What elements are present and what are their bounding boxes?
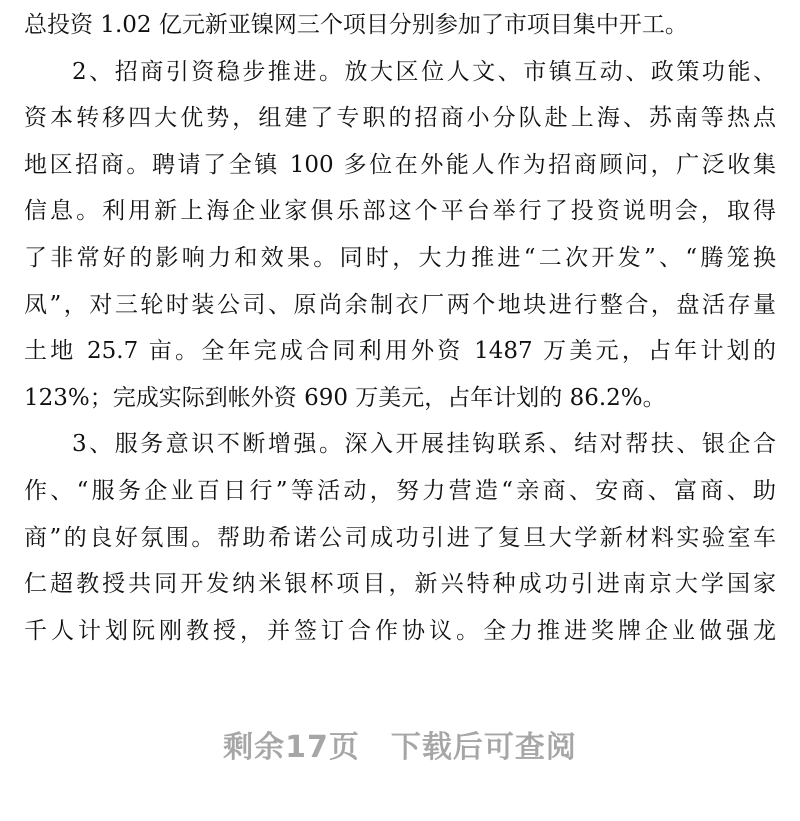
text-line: 土地 25.7 亩。全年完成合同利用外资 1487 万美元，占年计划的 [24,338,776,365]
paragraph-heading-line: 2、招商引资稳步推进。放大区位人文、市镇互动、政策功能、 [72,58,776,85]
text-line: 信息。利用新上海企业家俱乐部这个平台举行了投资说明会，取得 [24,198,776,225]
remaining-pages-notice[interactable]: 剩余17页 下载后可查阅 [223,730,577,765]
text-line: 作、“服务企业百日行”等活动，努力营造“亲商、安商、富商、助 [24,477,776,504]
text-line: 总投资 1.02 亿元新亚镍网三个项目分别参加了市项目集中开工。 [24,12,688,38]
text-line: 了非常好的影响力和效果。同时，大力推进“二次开发”、“腾笼换 [24,244,776,271]
text-line: 123%；完成实际到帐外资 690 万美元，占年计划的 86.2%。 [24,384,666,411]
document-body [24,2,776,654]
text-line: 千人计划阮刚教授，并签订合作协议。全力推进奖牌企业做强龙 [24,617,776,644]
text-line: 资本转移四大优势，组建了专职的招商小分队赴上海、苏南等热点 [24,105,776,132]
text-line: 仁超教授共同开发纳米银杯项目，新兴特种成功引进南京大学国家 [24,571,776,598]
text-line: 商”的良好氛围。帮助希诺公司成功引进了复旦大学新材料实验室车 [24,524,776,551]
text-line: 地区招商。聘请了全镇 100 多位在外能人作为招商顾问，广泛收集 [24,151,776,178]
text-line: 凤”，对三轮时装公司、原尚余制衣厂两个地块进行整合，盘活存量 [24,291,776,318]
paragraph-heading-line: 3、服务意识不断增强。深入开展挂钩联系、结对帮扶、银企合 [72,431,776,458]
